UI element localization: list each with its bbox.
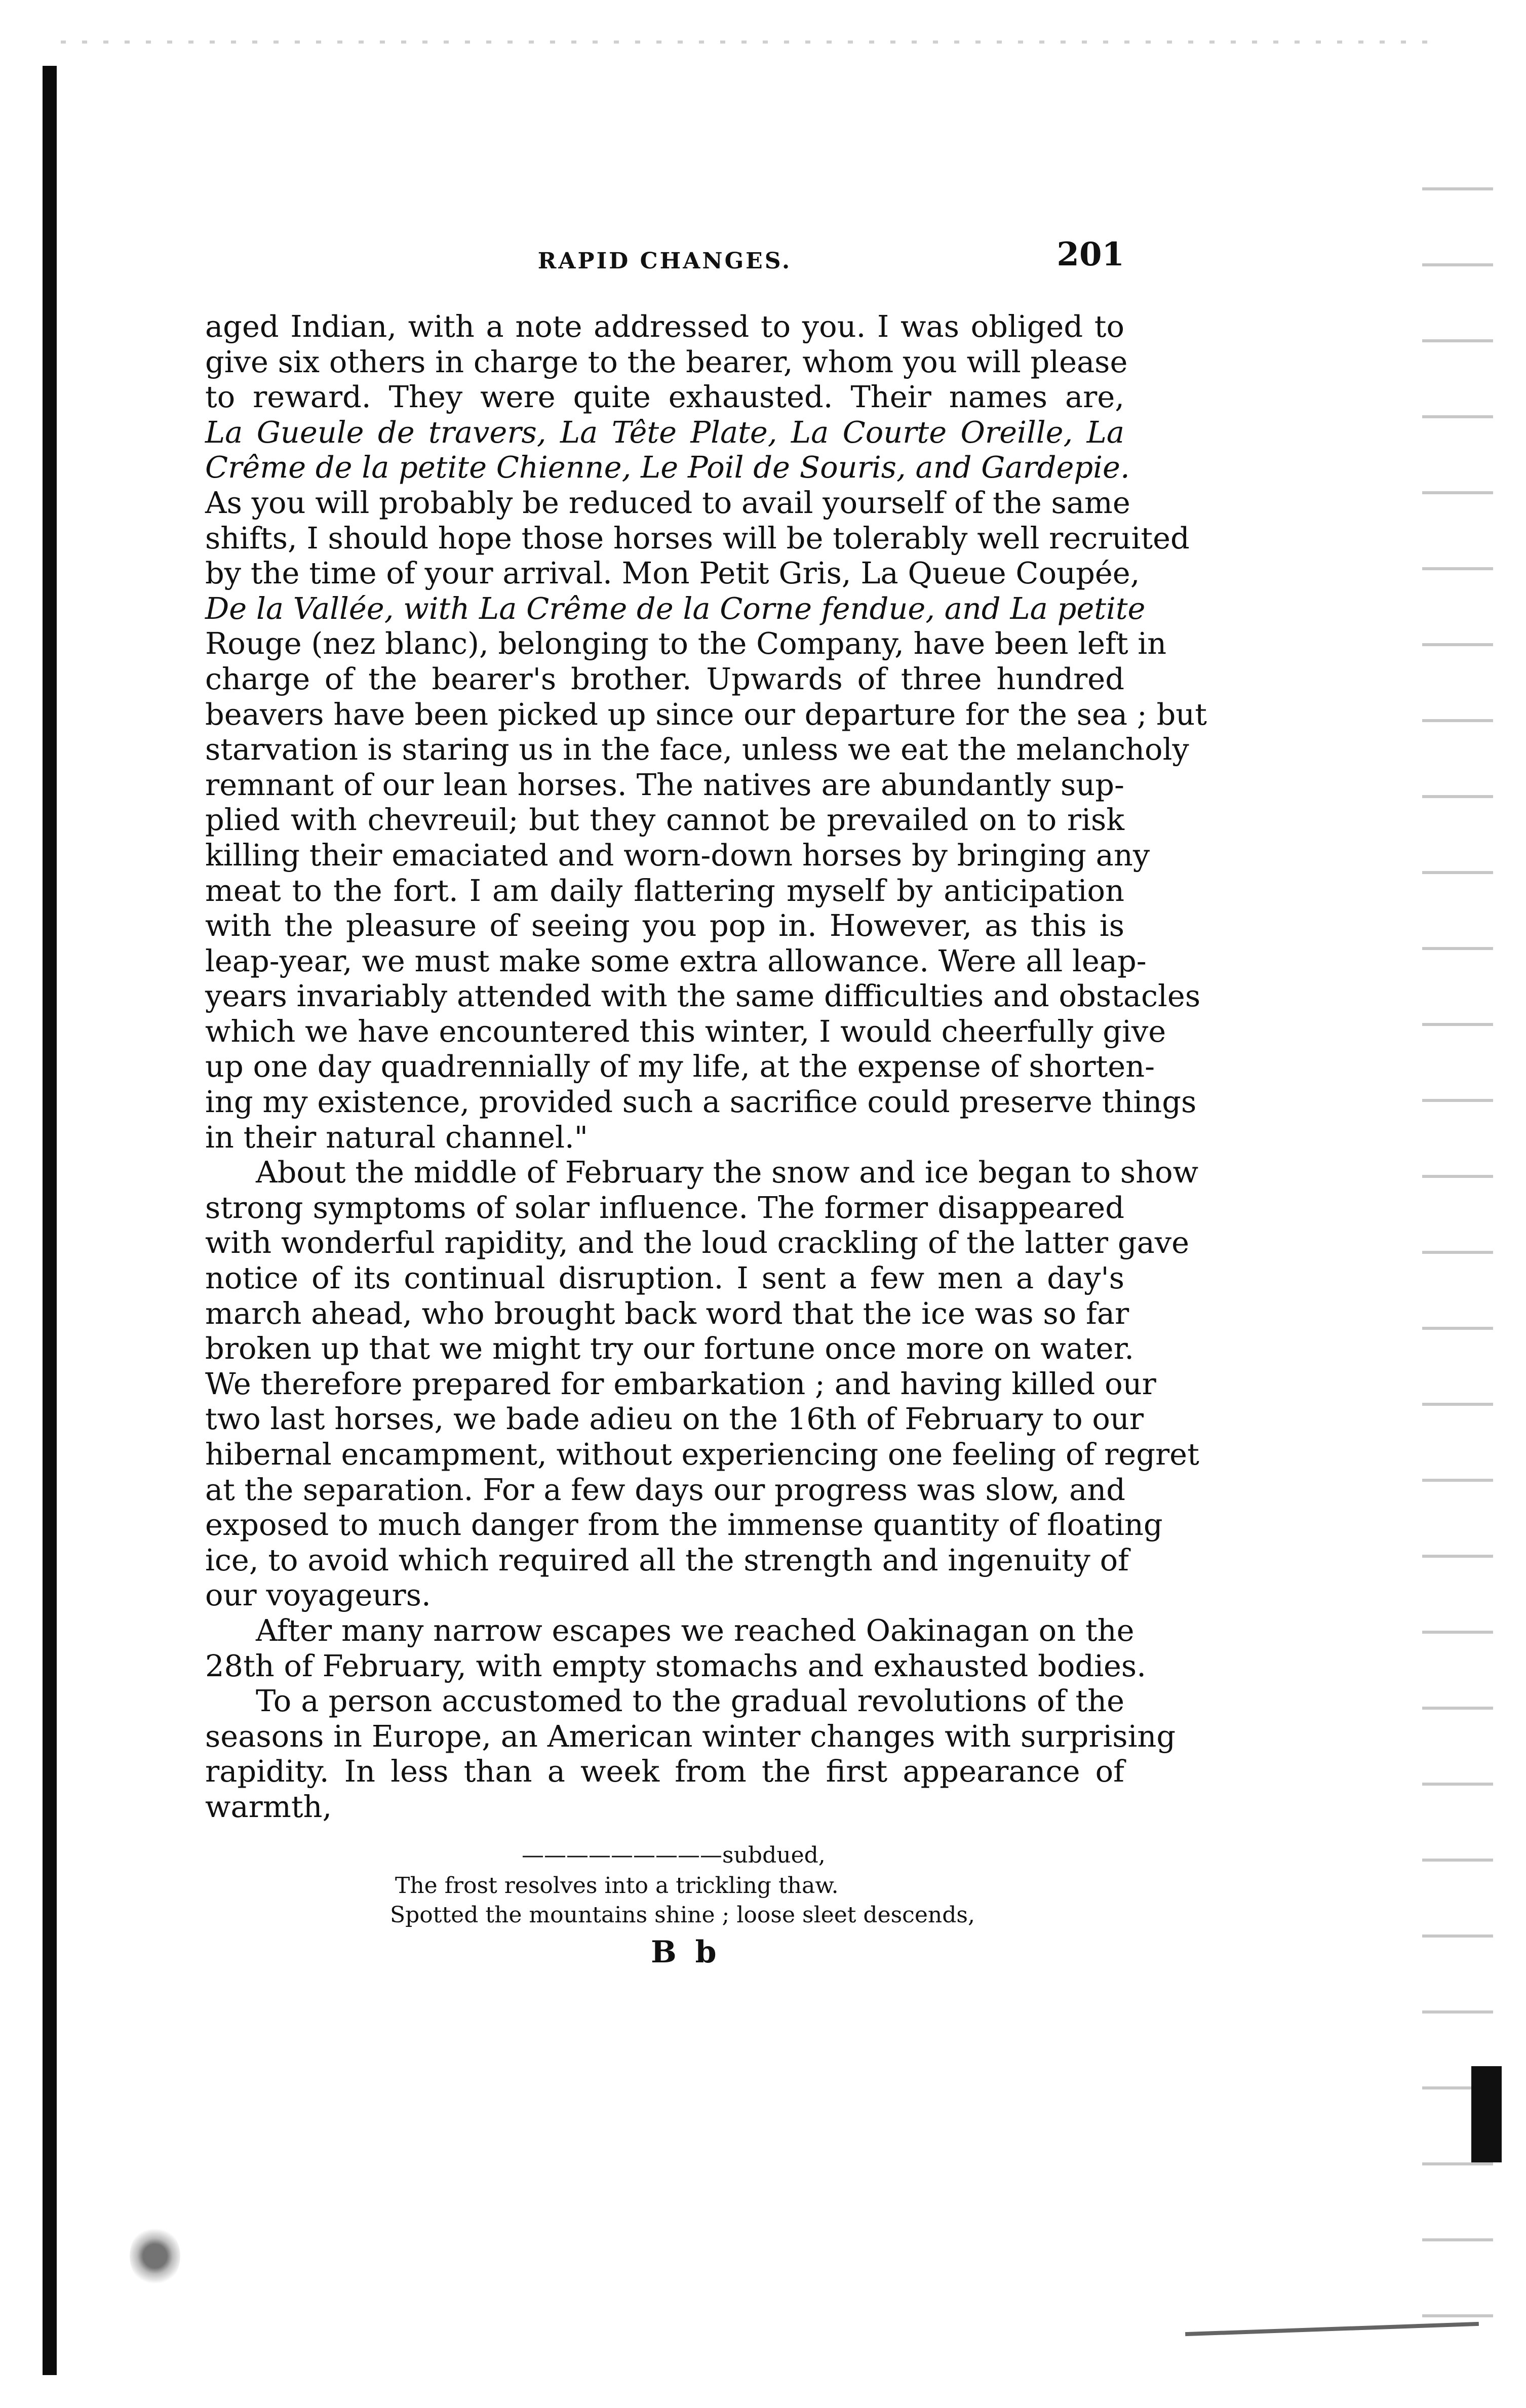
text-line-10: Rouge (nez blanc), belonging to the Company, have been left in — [205, 626, 1167, 661]
text-line-16: killing their emaciated and worn-down horses by bringing any — [205, 837, 1150, 873]
top-speckle — [61, 41, 1438, 44]
text-line-19: leap-year, we must make some extra allowance. Were all leap- — [205, 943, 1147, 978]
text-line-26: strong symptoms of solar influence. The former disappeared — [205, 1190, 1124, 1225]
text-line-30: broken up that we might try our fortune once more on water. — [205, 1331, 1134, 1366]
text-line-3: to reward. They were quite exhausted. Their names are, — [205, 379, 1124, 415]
text-line-25: About the middle of February the snow and ice began to show — [256, 1155, 1199, 1190]
text-line-1: aged Indian, with a note addressed to you. I was obliged to — [205, 309, 1124, 344]
quote-line-1: —————————subdued, — [522, 1842, 826, 1868]
text-line-15: plied with chevreuil; but they cannot be prevailed on to risk — [205, 802, 1124, 838]
quote-line-3: Spotted the mountains shine ; loose sleet descends, — [390, 1902, 975, 1928]
running-head: RAPID CHANGES. — [537, 248, 792, 274]
text-line-9: De la Vallée, with La Crême de la Corne fendue, and La petite — [205, 590, 1146, 626]
right-edge-marks — [1422, 152, 1493, 2330]
ink-smudge — [130, 2226, 180, 2286]
text-line-28: notice of its continual disruption. I sent a few men a day's — [205, 1260, 1124, 1296]
text-line-2: give six others in charge to the bearer, whom you will please — [205, 344, 1128, 379]
text-line-8: by the time of your arrival. Mon Petit Gris, La Queue Coupée, — [205, 556, 1140, 591]
text-line-43: warmth, — [205, 1789, 332, 1824]
text-line-35: exposed to much danger from the immense quantity of floating — [205, 1507, 1163, 1543]
right-ink-mark — [1471, 2066, 1502, 2162]
text-line-36: ice, to avoid which required all the strength and ingenuity of — [205, 1542, 1129, 1577]
text-line-20: years invariably attended with the same difficulties and obstacles — [205, 978, 1201, 1014]
text-line-4: La Gueule de travers, La Tête Plate, La Courte Oreille, La — [205, 414, 1124, 450]
text-line-17: meat to the fort. I am daily flattering myself by anticipation — [205, 873, 1124, 908]
text-line-33: hibernal encampment, without experiencing one feeling of regret — [205, 1437, 1199, 1472]
text-line-32: two last horses, we bade adieu on the 16th of February to our — [205, 1401, 1144, 1437]
signature-mark: B b — [651, 1935, 721, 1970]
page-binding-rule — [43, 66, 57, 2375]
text-line-41: seasons in Europe, an American winter changes with surprising — [205, 1718, 1176, 1754]
page-body — [205, 309, 1207, 1825]
text-line-34: at the separation. For a few days our progress was slow, and — [205, 1472, 1126, 1507]
text-line-22: up one day quadrennially of my life, at the expense of shorten- — [205, 1049, 1155, 1084]
quote-line-2: The frost resolves into a trickling thaw. — [395, 1873, 839, 1899]
text-line-37: our voyageurs. — [205, 1577, 431, 1613]
text-line-38: After many narrow escapes we reached Oakinagan on the — [256, 1612, 1134, 1648]
text-line-23: ing my existence, provided such a sacrifice could preserve things — [205, 1084, 1197, 1120]
text-line-12: beavers have been picked up since our departure for the sea ; but — [205, 696, 1207, 732]
page-number: 201 — [1057, 235, 1124, 273]
text-line-11: charge of the bearer's brother. Upwards of three hundred — [205, 661, 1124, 696]
text-line-5: Crême de la petite Chienne, Le Poil de Souris, and Gardepie. — [205, 450, 1130, 485]
text-line-13: starvation is staring us in the face, unless we eat the melancholy — [205, 732, 1189, 767]
text-line-14: remnant of our lean horses. The natives are abundantly sup- — [205, 767, 1124, 802]
text-line-24: in their natural channel." — [205, 1119, 588, 1155]
text-line-27: with wonderful rapidity, and the loud crackling of the latter gave — [205, 1225, 1190, 1260]
text-line-18: with the pleasure of seeing you pop in. However, as this is — [205, 908, 1124, 943]
page-header — [205, 230, 1124, 276]
text-line-6: As you will probably be reduced to avail yourself of the same — [205, 485, 1130, 520]
text-line-42: rapidity. In less than a week from the first appearance of — [205, 1754, 1124, 1789]
text-line-21: which we have encountered this winter, I would cheerfully give — [205, 1013, 1166, 1049]
text-line-29: march ahead, who brought back word that the ice was so far — [205, 1295, 1129, 1331]
text-line-31: We therefore prepared for embarkation ; and having killed our — [205, 1366, 1156, 1401]
text-line-40: To a person accustomed to the gradual revolutions of the — [256, 1683, 1124, 1719]
text-line-39: 28th of February, with empty stomachs and exhausted bodies. — [205, 1648, 1146, 1683]
text-line-7: shifts, I should hope those horses will be tolerably well recruited — [205, 520, 1190, 556]
